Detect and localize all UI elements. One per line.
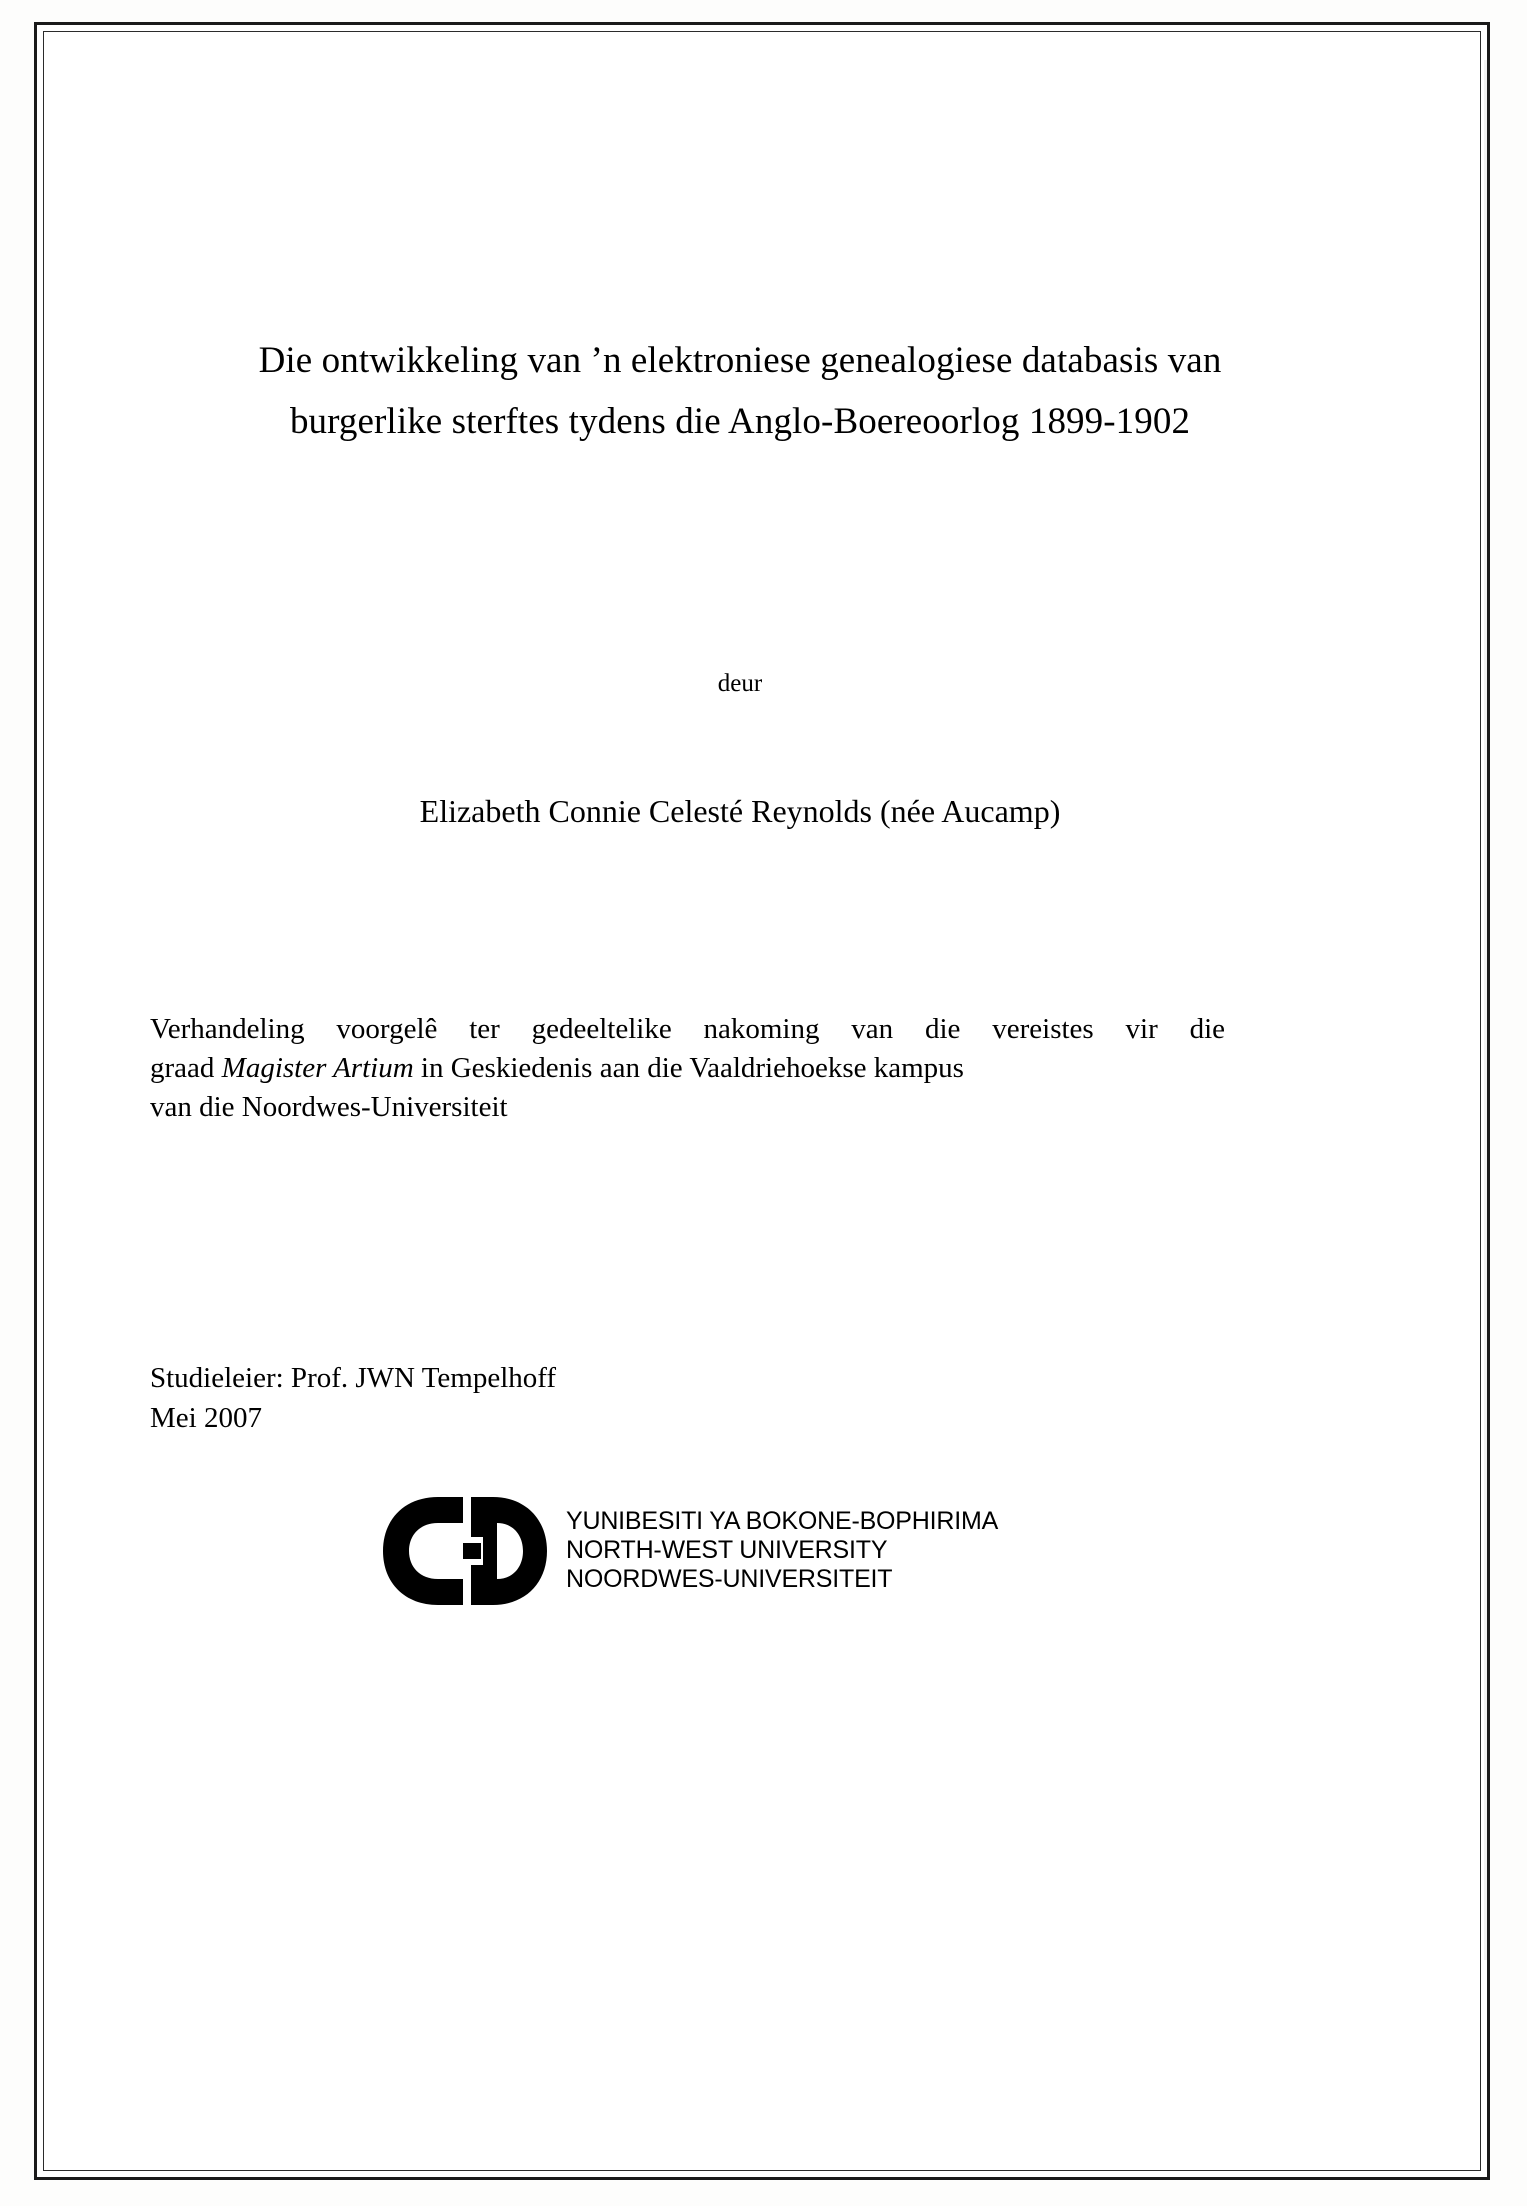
page-title — [150, 330, 1330, 452]
submission-date: Mei 2007 — [150, 1402, 262, 1435]
degree-statement-line-1: Verhandeling voorgelê ter gedeeltelike nakoming van die vereistes vir die — [150, 1013, 1225, 1046]
author-name: Elizabeth Connie Celesté Reynolds (née Aucamp) — [419, 793, 1061, 830]
degree-statement-line-2-pre: graad — [150, 1052, 222, 1085]
university-logo-text — [566, 1507, 998, 1595]
logo-line-tswana: YUNIBESITI YA BOKONE-BOPHIRIMA — [566, 1506, 999, 1535]
supervisor-name: Studieleier: Prof. JWN Tempelhoff — [150, 1361, 557, 1394]
degree-statement — [150, 1010, 1225, 1127]
degree-statement-line-2-post: in Geskiedenis aan die Vaaldriehoekse kampus — [413, 1052, 964, 1085]
title-line-1: Die ontwikkeling van ’n elektroniese genealogiese databasis van — [258, 340, 1222, 381]
university-logo — [150, 1491, 1330, 1611]
logo-line-afrikaans: NOORDWES-UNIVERSITEIT — [566, 1565, 893, 1594]
title-page-content — [150, 330, 1330, 1611]
scan-edge-artifact — [1484, 60, 1487, 1960]
supervisor-block — [150, 1358, 1330, 1439]
logo-line-english: NORTH-WEST UNIVERSITY — [566, 1536, 888, 1565]
degree-name: Magister Artium — [221, 1052, 414, 1085]
degree-statement-line-3: van die Noordwes-Universiteit — [150, 1091, 508, 1124]
by-label: deur — [717, 670, 763, 698]
degree-statement-line-2 — [150, 1049, 1225, 1088]
title-line-2: burgerlike sterftes tydens die Anglo-Boereoorlog 1899-1902 — [289, 401, 1191, 443]
north-west-university-logo-icon — [375, 1491, 560, 1611]
